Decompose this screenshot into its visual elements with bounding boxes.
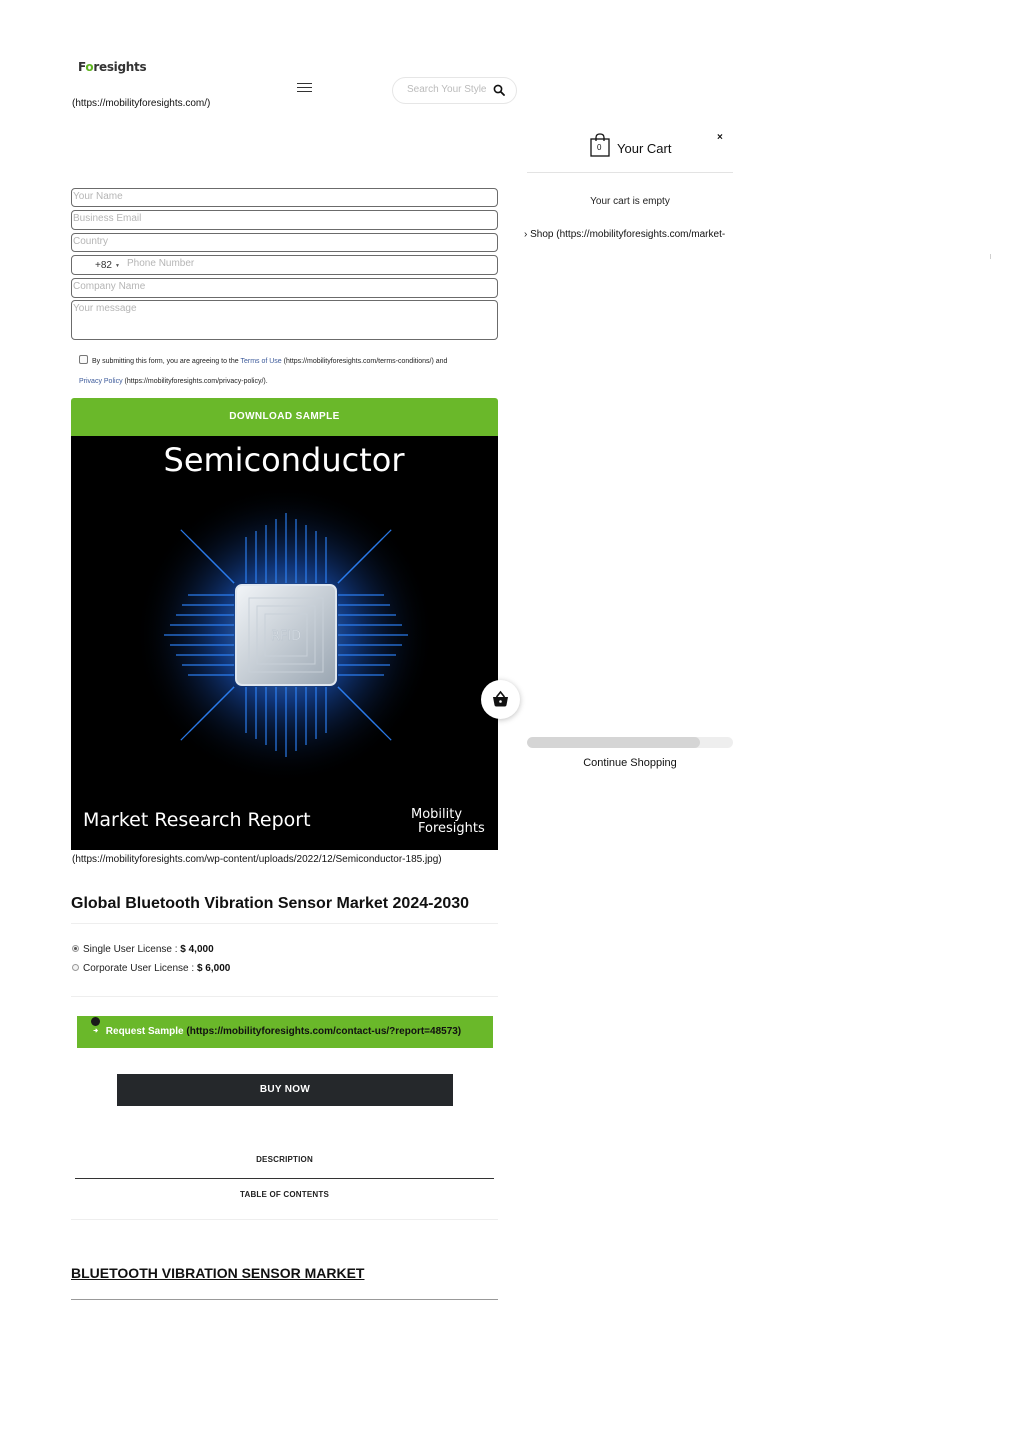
message-field[interactable]: [73, 303, 493, 325]
section-divider: [71, 1299, 498, 1300]
section-title: BLUETOOTH VIBRATION SENSOR MARKET: [71, 1265, 365, 1281]
email-field[interactable]: [73, 213, 493, 224]
scrollbar-mark: [990, 254, 991, 259]
divider: [71, 923, 498, 924]
company-field-wrap: [71, 278, 498, 298]
image-brand-line2: Foresights: [418, 821, 485, 836]
phone-country-code[interactable]: +82: [95, 260, 112, 271]
license-option-single[interactable]: [72, 944, 214, 955]
tab-description[interactable]: DESCRIPTION: [256, 1155, 313, 1164]
chevron-down-icon[interactable]: ▼: [115, 263, 120, 269]
license-label-single: Single User License :: [83, 944, 178, 955]
product-image[interactable]: [71, 423, 498, 850]
hamburger-icon[interactable]: [297, 83, 312, 94]
download-sample-button[interactable]: DOWNLOAD SAMPLE: [71, 398, 498, 436]
request-sample-button[interactable]: [77, 1016, 493, 1048]
consent-prefix: By submitting this form, you are agreeing to the: [91, 358, 239, 365]
logo-text-post: resights: [93, 60, 147, 74]
license-price-corporate: $ 6,000: [196, 963, 231, 974]
cart-progress-fill: [527, 737, 700, 748]
search-icon[interactable]: [493, 84, 505, 96]
basket-icon: [481, 680, 520, 719]
license-label-corporate: Corporate User License :: [83, 963, 195, 974]
request-sample-label: Request Sample: [105, 1026, 184, 1037]
license-radio-corporate[interactable]: [72, 964, 79, 971]
close-icon[interactable]: ×: [717, 132, 723, 143]
name-field-wrap: [71, 188, 498, 207]
cart-divider: [527, 172, 733, 173]
cart-title: Your Cart: [617, 141, 672, 156]
cart-progress-bar: [527, 737, 733, 748]
image-url-text[interactable]: (https://mobilityforesights.com/wp-content/uploads/2022/12/Semiconductor-185.jpg): [72, 854, 442, 865]
license-radio-single[interactable]: [72, 945, 79, 952]
logo-text-pre: F: [78, 60, 86, 74]
cart-empty-message: Your cart is empty: [590, 196, 670, 207]
tab-underline: [75, 1178, 494, 1179]
buy-now-button[interactable]: BUY NOW: [117, 1074, 453, 1106]
image-heading: Semiconductor: [163, 441, 405, 479]
divider: [71, 996, 498, 997]
terms-link[interactable]: Terms of Use: [240, 358, 282, 365]
consent-text: [79, 352, 509, 392]
privacy-link[interactable]: Privacy Policy: [79, 378, 123, 385]
search-input[interactable]: [407, 84, 491, 95]
site-logo[interactable]: [78, 60, 146, 74]
logo-text-dot: o: [85, 60, 94, 74]
divider: [71, 1219, 498, 1220]
semiconductor-cover-art: [71, 423, 498, 850]
product-title: Global Bluetooth Vibration Sensor Market 2024-2030: [71, 895, 470, 912]
license-option-corporate[interactable]: [72, 963, 230, 974]
license-price-single: $ 4,000: [180, 944, 214, 955]
terms-url: (https://mobilityforesights.com/terms-conditions/) and: [283, 358, 448, 365]
tab-table-of-contents[interactable]: TABLE OF CONTENTS: [239, 1190, 330, 1199]
company-field[interactable]: [73, 281, 493, 292]
country-field-wrap: [71, 233, 498, 252]
home-link-url[interactable]: (https://mobilityforesights.com/): [72, 98, 211, 109]
chip-label: RFID: [270, 629, 302, 644]
return-to-shop-link[interactable]: › Shop (https://mobilityforesights.com/market-: [524, 229, 726, 240]
privacy-url: (https://mobilityforesights.com/privacy-policy/).: [124, 378, 268, 385]
phone-field[interactable]: [127, 258, 487, 269]
cart-count: 0: [597, 143, 602, 152]
continue-shopping-button[interactable]: Continue Shopping: [583, 757, 677, 769]
image-footer-text: Market Research Report: [83, 809, 311, 831]
image-brand-line1: Mobility: [411, 807, 463, 822]
name-field[interactable]: [73, 191, 493, 202]
request-sample-url: (https://mobilityforesights.com/contact-us/?report=48573): [186, 1026, 462, 1037]
country-field[interactable]: [73, 236, 493, 247]
consent-checkbox[interactable]: [79, 355, 88, 364]
phone-field-wrap: [71, 255, 498, 275]
arrow-circle-icon: [91, 1017, 100, 1026]
basket-button[interactable]: [481, 680, 520, 719]
email-field-wrap: [71, 210, 498, 230]
search-box[interactable]: [392, 77, 517, 104]
message-field-wrap: [71, 300, 498, 340]
